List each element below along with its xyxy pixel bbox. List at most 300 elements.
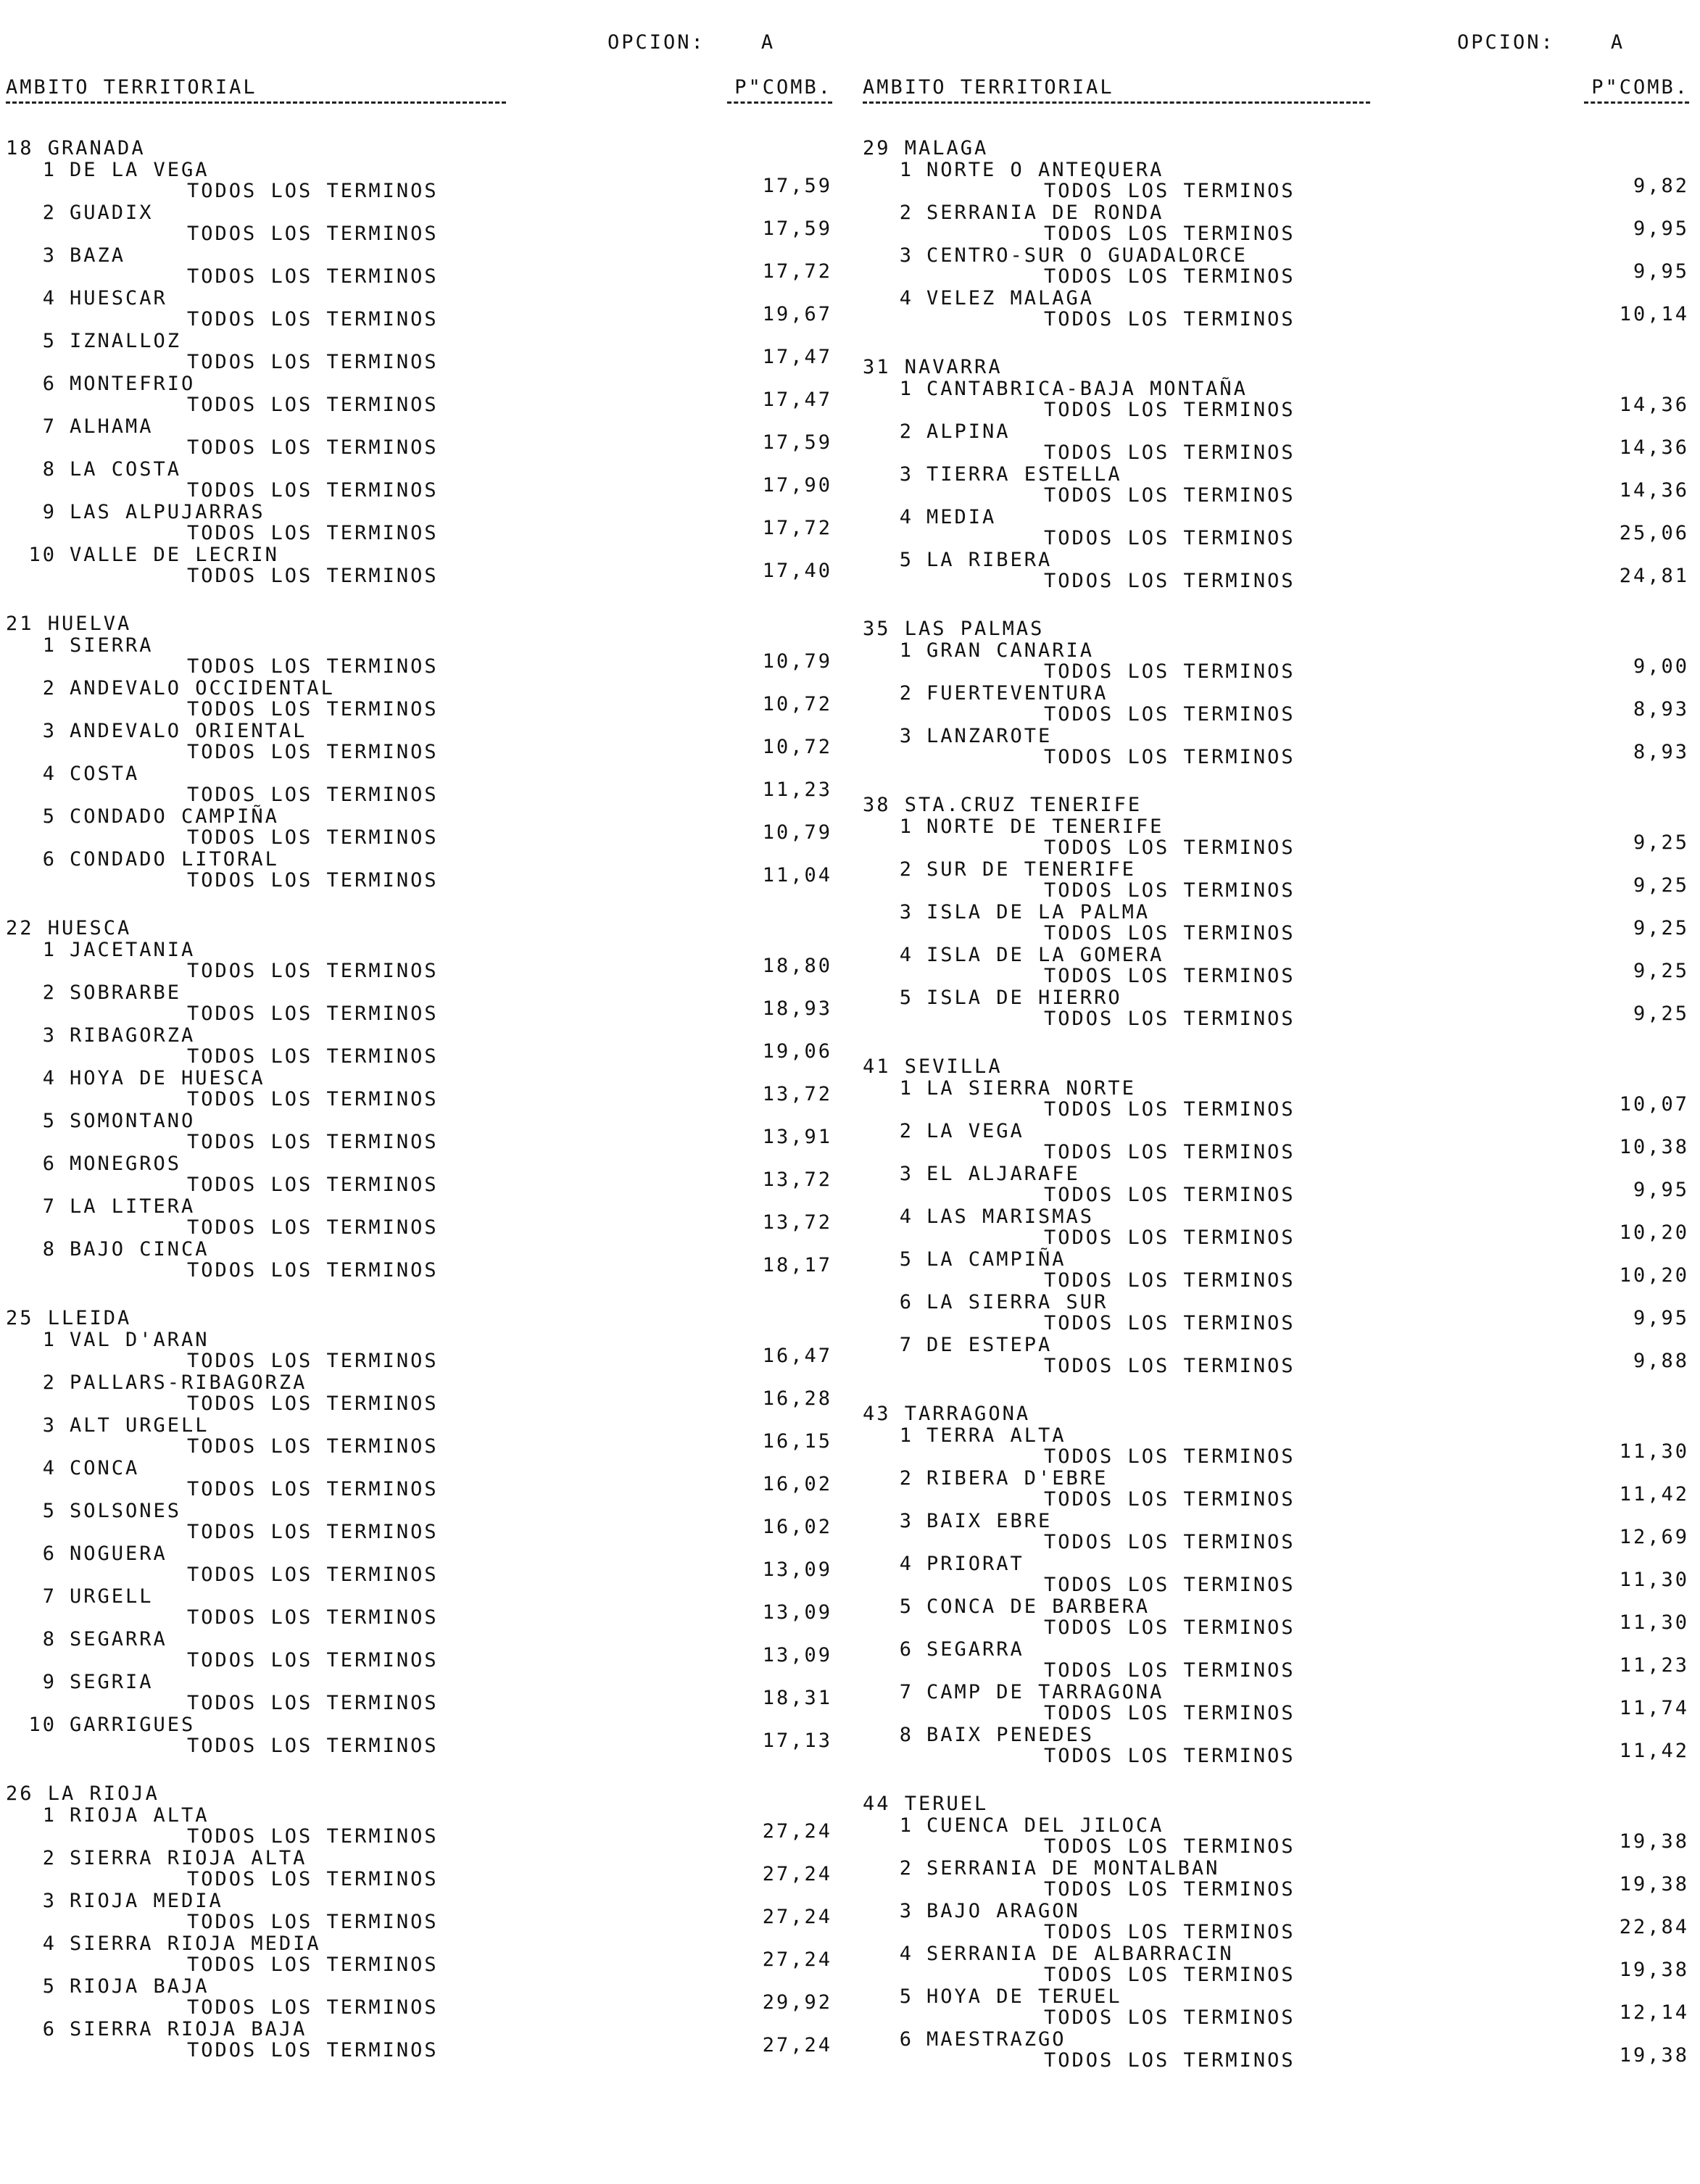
combustible-value: 17,47 <box>762 389 832 411</box>
comarca-name <box>42 634 154 657</box>
province-heading <box>6 613 832 635</box>
comarca-label: VAL D'ARAN <box>70 1329 210 1351</box>
comarca-label: RIOJA MEDIA <box>70 1890 223 1912</box>
comarca-label: DE LA VEGA <box>70 159 210 181</box>
comarca-row <box>6 1025 832 1068</box>
comarca-number: 4 <box>899 1205 913 1228</box>
comarca-name <box>42 1067 265 1089</box>
comarca-number: 8 <box>899 1724 913 1746</box>
combustible-value: 25,06 <box>1619 522 1689 544</box>
comarca-number: 3 <box>899 463 913 486</box>
comarca-label: COSTA <box>70 763 140 785</box>
comarca-label: TERRA ALTA <box>926 1424 1066 1447</box>
comarca-number: 7 <box>42 1585 57 1608</box>
comarca-row <box>863 202 1689 245</box>
combustible-value: 19,67 <box>762 303 832 325</box>
terminos-label: TODOS LOS TERMINOS <box>187 351 439 373</box>
combustible-value: 19,38 <box>1619 2044 1689 2067</box>
combustible-value: 9,25 <box>1633 831 1689 854</box>
comarca-label: BAJO CINCA <box>70 1238 210 1261</box>
combustible-value: 17,72 <box>762 260 832 283</box>
value-header-rule <box>1584 101 1689 104</box>
comarca-label: ANDEVALO ORIENTAL <box>70 720 307 742</box>
comarca-number: 4 <box>42 1457 57 1479</box>
comarca-name <box>42 1890 223 1912</box>
terminos-label: TODOS LOS TERMINOS <box>1044 265 1295 288</box>
comarca-label: LA RIBERA <box>926 549 1053 571</box>
comarca-label: CANTABRICA-BAJA MONTAÑA <box>926 378 1248 400</box>
comarca-row <box>863 1639 1689 1682</box>
terminos-label: TODOS LOS TERMINOS <box>1044 1184 1295 1206</box>
comarca-number: 7 <box>899 1334 913 1356</box>
combustible-value: 12,69 <box>1619 1526 1689 1548</box>
header-rule <box>863 101 1370 104</box>
combustible-value: 9,25 <box>1633 960 1689 982</box>
value-header-rule <box>727 101 832 104</box>
comarca-number: 1 <box>899 815 913 838</box>
comarca-row <box>6 763 832 806</box>
combustible-value: 13,72 <box>762 1168 832 1191</box>
comarca-label: CUENCA DEL JILOCA <box>926 1814 1164 1837</box>
comarca-name <box>42 1110 196 1132</box>
comarca-label: CAMP DE TARRAGONA <box>926 1681 1164 1703</box>
comarca-number: 3 <box>899 244 913 267</box>
comarca-row <box>6 459 832 502</box>
terminos-label: TODOS LOS TERMINOS <box>187 223 439 245</box>
comarca-label: IZNALLOZ <box>70 330 182 352</box>
comarca-label: NOGUERA <box>70 1542 167 1565</box>
terminos-label: TODOS LOS TERMINOS <box>1044 965 1295 987</box>
combustible-value: 11,42 <box>1619 1483 1689 1506</box>
comarca-number: 5 <box>899 1595 913 1618</box>
comarca-row <box>863 245 1689 288</box>
terminos-label: TODOS LOS TERMINOS <box>187 826 439 849</box>
terminos-label: TODOS LOS TERMINOS <box>187 1088 439 1110</box>
comarca-row <box>863 1121 1689 1163</box>
combustible-value: 14,36 <box>1619 479 1689 502</box>
comarca-number: 1 <box>42 634 57 657</box>
comarca-name <box>899 1900 1080 1922</box>
comarca-row <box>6 331 832 373</box>
terminos-label: TODOS LOS TERMINOS <box>1044 2006 1295 2029</box>
comarca-name <box>899 1857 1220 1880</box>
combustible-value: 16,47 <box>762 1345 832 1367</box>
province-block <box>6 1783 832 2061</box>
terminos-label: TODOS LOS TERMINOS <box>187 1996 439 2019</box>
terminos-label: TODOS LOS TERMINOS <box>1044 660 1295 683</box>
terminos-label: TODOS LOS TERMINOS <box>187 869 439 892</box>
comarca-row <box>863 1078 1689 1121</box>
comarca-row <box>6 849 832 892</box>
terminos-label: TODOS LOS TERMINOS <box>1044 1745 1295 1767</box>
comarca-number: 4 <box>899 1553 913 1575</box>
terminos-label: TODOS LOS TERMINOS <box>187 698 439 721</box>
comarca-row <box>6 1805 832 1848</box>
province-name: STA.CRUZ TENERIFE <box>904 794 1143 816</box>
comarca-name <box>42 287 167 310</box>
comarca-number: 6 <box>42 1542 57 1565</box>
comarca-name <box>899 287 1095 310</box>
comarca-row <box>6 245 832 288</box>
comarca-label: ISLA DE HIERRO <box>926 987 1122 1009</box>
comarca-number: 5 <box>42 1975 57 1998</box>
comarca-name <box>42 1238 210 1261</box>
province-heading <box>6 138 832 159</box>
comarca-row <box>6 1672 832 1714</box>
comarca-row <box>863 640 1689 683</box>
comarca-name <box>42 2018 307 2040</box>
comarca-label: RIOJA ALTA <box>70 1804 210 1827</box>
combustible-value: 11,30 <box>1619 1569 1689 1591</box>
terminos-label: TODOS LOS TERMINOS <box>187 1392 439 1415</box>
comarca-label: SOLSONES <box>70 1500 182 1522</box>
comarca-label: DE ESTEPA <box>926 1334 1053 1356</box>
province-block <box>863 1056 1689 1377</box>
combustible-value: 9,25 <box>1633 874 1689 897</box>
province-heading <box>6 918 832 939</box>
comarca-row <box>6 202 832 245</box>
combustible-value: 17,72 <box>762 517 832 539</box>
comarca-row <box>6 1372 832 1415</box>
combustible-value: 9,95 <box>1633 260 1689 283</box>
comarca-name <box>42 1847 307 1869</box>
comarca-name <box>899 1943 1234 1965</box>
comarca-name <box>899 549 1053 571</box>
comarca-name <box>42 720 307 742</box>
comarca-label: GUADIX <box>70 202 154 224</box>
comarca-row <box>6 1329 832 1372</box>
province-code: 44 <box>863 1793 891 1815</box>
terminos-label: TODOS LOS TERMINOS <box>1044 1531 1295 1553</box>
province-heading <box>6 1783 832 1805</box>
terminos-label: TODOS LOS TERMINOS <box>187 1911 439 1933</box>
combustible-value: 14,36 <box>1619 436 1689 459</box>
terminos-label: TODOS LOS TERMINOS <box>187 1868 439 1890</box>
comarca-row <box>863 1596 1689 1639</box>
terminos-label: TODOS LOS TERMINOS <box>187 1692 439 1714</box>
comarca-label: GARRIGUES <box>70 1714 196 1736</box>
comarca-name <box>899 1163 1080 1185</box>
terminos-label: TODOS LOS TERMINOS <box>187 1521 439 1543</box>
comarca-row <box>863 726 1689 768</box>
comarca-label: LAS ALPUJARRAS <box>70 501 265 523</box>
comarca-name <box>899 1595 1150 1618</box>
comarca-row <box>6 2019 832 2061</box>
comarca-number: 1 <box>899 639 913 662</box>
combustible-value: 18,17 <box>762 1254 832 1276</box>
province-code: 21 <box>6 613 34 635</box>
comarca-number: 10 <box>28 544 57 566</box>
province-list <box>6 138 832 2061</box>
comarca-name <box>899 815 1164 838</box>
combustible-value: 8,93 <box>1633 698 1689 721</box>
comarca-number: 3 <box>42 244 57 267</box>
column-header <box>863 77 1689 128</box>
terminos-label: TODOS LOS TERMINOS <box>1044 879 1295 902</box>
province-block <box>863 1403 1689 1767</box>
comarca-name <box>899 944 1164 966</box>
comarca-row <box>863 1943 1689 1986</box>
comarca-name <box>899 1724 1095 1746</box>
comarca-name <box>899 506 997 528</box>
combustible-value: 17,59 <box>762 175 832 197</box>
comarca-number: 2 <box>899 1857 913 1880</box>
combustible-value: 11,30 <box>1619 1440 1689 1463</box>
comarca-label: LA CAMPIÑA <box>926 1248 1066 1271</box>
comarca-label: RIBERA D'EBRE <box>926 1467 1108 1490</box>
comarca-name <box>899 463 1122 486</box>
comarca-label: LA SIERRA SUR <box>926 1291 1108 1313</box>
comarca-number: 1 <box>899 1424 913 1447</box>
comarca-name <box>899 244 1248 267</box>
comarca-row <box>863 1292 1689 1334</box>
terminos-label: TODOS LOS TERMINOS <box>1044 1445 1295 1468</box>
comarca-row <box>863 378 1689 421</box>
comarca-label: RIOJA BAJA <box>70 1975 210 1998</box>
comarca-name <box>899 378 1248 400</box>
comarca-row <box>863 421 1689 464</box>
comarca-row <box>6 635 832 678</box>
comarca-number: 5 <box>899 1985 913 2008</box>
comarca-row <box>6 1500 832 1543</box>
comarca-label: NORTE DE TENERIFE <box>926 815 1164 838</box>
terminos-label: TODOS LOS TERMINOS <box>187 394 439 416</box>
comarca-number: 3 <box>42 1890 57 1912</box>
comarca-label: PRIORAT <box>926 1553 1024 1575</box>
comarca-row <box>863 1553 1689 1596</box>
terminos-label: TODOS LOS TERMINOS <box>187 2039 439 2061</box>
comarca-name <box>899 1334 1053 1356</box>
comarca-row <box>863 816 1689 859</box>
terminos-label: TODOS LOS TERMINOS <box>1044 1921 1295 1943</box>
comarca-name <box>42 677 335 699</box>
combustible-value: 13,91 <box>762 1126 832 1148</box>
comarca-label: HOYA DE HUESCA <box>70 1067 265 1089</box>
comarca-number: 5 <box>42 1110 57 1132</box>
terminos-label: TODOS LOS TERMINOS <box>187 436 439 459</box>
combustible-value: 10,79 <box>762 821 832 844</box>
comarca-row <box>6 373 832 416</box>
comarca-name <box>42 330 182 352</box>
combustible-value: 13,09 <box>762 1558 832 1581</box>
combustible-value: 24,81 <box>1619 565 1689 587</box>
terminos-label: TODOS LOS TERMINOS <box>187 1953 439 1976</box>
combustible-value: 17,13 <box>762 1730 832 1752</box>
terminos-label: TODOS LOS TERMINOS <box>1044 1312 1295 1334</box>
terminos-label: TODOS LOS TERMINOS <box>1044 527 1295 549</box>
combustible-value: 8,93 <box>1633 741 1689 763</box>
combustible-value: 9,82 <box>1633 175 1689 197</box>
comarca-label: FUERTEVENTURA <box>926 682 1108 705</box>
comarca-name <box>899 901 1150 923</box>
terminos-label: TODOS LOS TERMINOS <box>1044 570 1295 592</box>
combustible-value: 12,14 <box>1619 2001 1689 2024</box>
province-name: LA RIOJA <box>47 1782 159 1805</box>
terminos-label: TODOS LOS TERMINOS <box>1044 223 1295 245</box>
comarca-label: ALHAMA <box>70 415 154 438</box>
comarca-number: 1 <box>42 1329 57 1351</box>
province-heading <box>863 138 1689 159</box>
comarca-row <box>6 502 832 544</box>
combustible-value: 18,93 <box>762 997 832 1020</box>
comarca-name <box>899 1985 1122 2008</box>
combustible-value: 9,25 <box>1633 1002 1689 1025</box>
combustible-value: 9,88 <box>1633 1350 1689 1372</box>
combustible-value: 13,72 <box>762 1083 832 1105</box>
province-name: GRANADA <box>47 137 146 159</box>
comarca-row <box>863 1815 1689 1858</box>
value-header: P"COMB. <box>734 76 832 99</box>
comarca-label: EL ALJARAFE <box>926 1163 1080 1185</box>
province-name: NAVARRA <box>904 356 1003 378</box>
comarca-row <box>6 1629 832 1672</box>
comarca-number: 3 <box>42 720 57 742</box>
comarca-number: 5 <box>899 1248 913 1271</box>
combustible-value: 16,15 <box>762 1430 832 1453</box>
comarca-name <box>42 848 279 871</box>
combustible-value: 10,72 <box>762 693 832 715</box>
comarca-name <box>42 1975 210 1998</box>
comarca-number: 6 <box>42 1153 57 1175</box>
terminos-label: TODOS LOS TERMINOS <box>187 565 439 587</box>
comarca-name <box>42 1195 196 1218</box>
comarca-row <box>863 549 1689 592</box>
comarca-number: 4 <box>899 1943 913 1965</box>
comarca-label: MONEGROS <box>70 1153 182 1175</box>
comarca-row <box>6 1848 832 1890</box>
comarca-name <box>899 1424 1066 1447</box>
terminos-label: TODOS LOS TERMINOS <box>1044 441 1295 464</box>
comarca-label: LA LITERA <box>70 1195 196 1218</box>
comarca-number: 2 <box>899 682 913 705</box>
comarca-label: ISLA DE LA GOMERA <box>926 944 1164 966</box>
header-rule <box>6 101 506 104</box>
comarca-label: VALLE DE LECRIN <box>70 544 279 566</box>
ambito-header: AMBITO TERRITORIAL <box>6 76 257 99</box>
comarca-name <box>42 1153 182 1175</box>
combustible-value: 10,20 <box>1619 1221 1689 1244</box>
terminos-label: TODOS LOS TERMINOS <box>1044 484 1295 507</box>
terminos-label: TODOS LOS TERMINOS <box>187 522 439 544</box>
combustible-value: 17,59 <box>762 431 832 454</box>
comarca-number: 4 <box>42 1067 57 1089</box>
province-code: 25 <box>6 1307 34 1329</box>
terminos-label: TODOS LOS TERMINOS <box>1044 922 1295 944</box>
comarca-label: ALT URGELL <box>70 1414 210 1437</box>
combustible-value: 18,31 <box>762 1687 832 1709</box>
comarca-label: LA VEGA <box>926 1120 1024 1142</box>
comarca-name <box>42 1585 154 1608</box>
terminos-label: TODOS LOS TERMINOS <box>1044 1616 1295 1639</box>
comarca-row <box>863 507 1689 549</box>
comarca-name <box>42 159 210 181</box>
comarca-label: LA COSTA <box>70 458 182 481</box>
terminos-label: TODOS LOS TERMINOS <box>1044 1141 1295 1163</box>
comarca-number: 3 <box>899 1900 913 1922</box>
combustible-value: 22,84 <box>1619 1916 1689 1938</box>
terminos-label: TODOS LOS TERMINOS <box>187 1564 439 1586</box>
value-header: P"COMB. <box>1591 76 1689 99</box>
comarca-row <box>863 859 1689 902</box>
comarca-row <box>863 1249 1689 1292</box>
province-code: 18 <box>6 137 34 159</box>
terminos-label: TODOS LOS TERMINOS <box>1044 1574 1295 1596</box>
comarca-label: SOBRARBE <box>70 981 182 1004</box>
comarca-row <box>6 1976 832 2019</box>
province-heading <box>863 357 1689 378</box>
comarca-label: LA SIERRA NORTE <box>926 1077 1136 1100</box>
comarca-number: 6 <box>42 373 57 395</box>
comarca-number: 4 <box>42 1932 57 1955</box>
province-list <box>863 138 1689 2072</box>
comarca-row <box>6 544 832 587</box>
comarca-row <box>6 1153 832 1196</box>
comarca-number: 6 <box>899 1638 913 1661</box>
column-header <box>6 77 832 128</box>
comarca-row <box>863 987 1689 1030</box>
combustible-value: 13,09 <box>762 1601 832 1624</box>
terminos-label: TODOS LOS TERMINOS <box>187 1045 439 1068</box>
comarca-row <box>863 159 1689 202</box>
combustible-value: 10,20 <box>1619 1264 1689 1287</box>
terminos-label: TODOS LOS TERMINOS <box>1044 1008 1295 1030</box>
comarca-label: SEGRIA <box>70 1671 154 1693</box>
comarca-name <box>899 987 1122 1009</box>
comarca-label: JACETANIA <box>70 939 196 961</box>
terminos-label: TODOS LOS TERMINOS <box>1044 1964 1295 1986</box>
comarca-row <box>6 982 832 1025</box>
comarca-number: 6 <box>899 2028 913 2051</box>
combustible-value: 11,04 <box>762 864 832 887</box>
combustible-value: 11,42 <box>1619 1740 1689 1762</box>
comarca-number: 4 <box>899 287 913 310</box>
terminos-label: TODOS LOS TERMINOS <box>1044 746 1295 768</box>
combustible-value: 14,36 <box>1619 394 1689 416</box>
combustible-value: 11,30 <box>1619 1611 1689 1634</box>
comarca-label: HOYA DE TERUEL <box>926 1985 1122 2008</box>
terminos-label: TODOS LOS TERMINOS <box>1044 836 1295 859</box>
province-block <box>863 618 1689 768</box>
comarca-row <box>863 683 1689 726</box>
combustible-value: 17,40 <box>762 560 832 582</box>
comarca-row <box>863 902 1689 944</box>
province-name: LAS PALMAS <box>904 618 1045 640</box>
comarca-row <box>6 159 832 202</box>
combustible-value: 19,38 <box>1619 1873 1689 1896</box>
comarca-name <box>899 1681 1164 1703</box>
comarca-number: 2 <box>899 858 913 881</box>
terminos-label: TODOS LOS TERMINOS <box>1044 1269 1295 1292</box>
comarca-number: 9 <box>42 1671 57 1693</box>
province-heading <box>863 794 1689 816</box>
comarca-number: 2 <box>42 1847 57 1869</box>
terminos-label: TODOS LOS TERMINOS <box>187 1350 439 1372</box>
comarca-label: LAS MARISMAS <box>926 1205 1095 1228</box>
combustible-value: 27,24 <box>762 1906 832 1928</box>
comarca-label: NORTE O ANTEQUERA <box>926 159 1164 181</box>
comarca-number: 2 <box>899 202 913 224</box>
comarca-number: 2 <box>42 677 57 699</box>
terminos-label: TODOS LOS TERMINOS <box>187 1825 439 1848</box>
comarca-label: BAZA <box>70 244 126 267</box>
combustible-value: 10,79 <box>762 650 832 673</box>
comarca-row <box>6 1415 832 1458</box>
combustible-value: 16,02 <box>762 1516 832 1538</box>
terminos-label: TODOS LOS TERMINOS <box>187 479 439 502</box>
comarca-label: SERRANIA DE ALBARRACIN <box>926 1943 1234 1965</box>
comarca-number: 3 <box>899 901 913 923</box>
province-name: HUESCA <box>47 917 132 939</box>
